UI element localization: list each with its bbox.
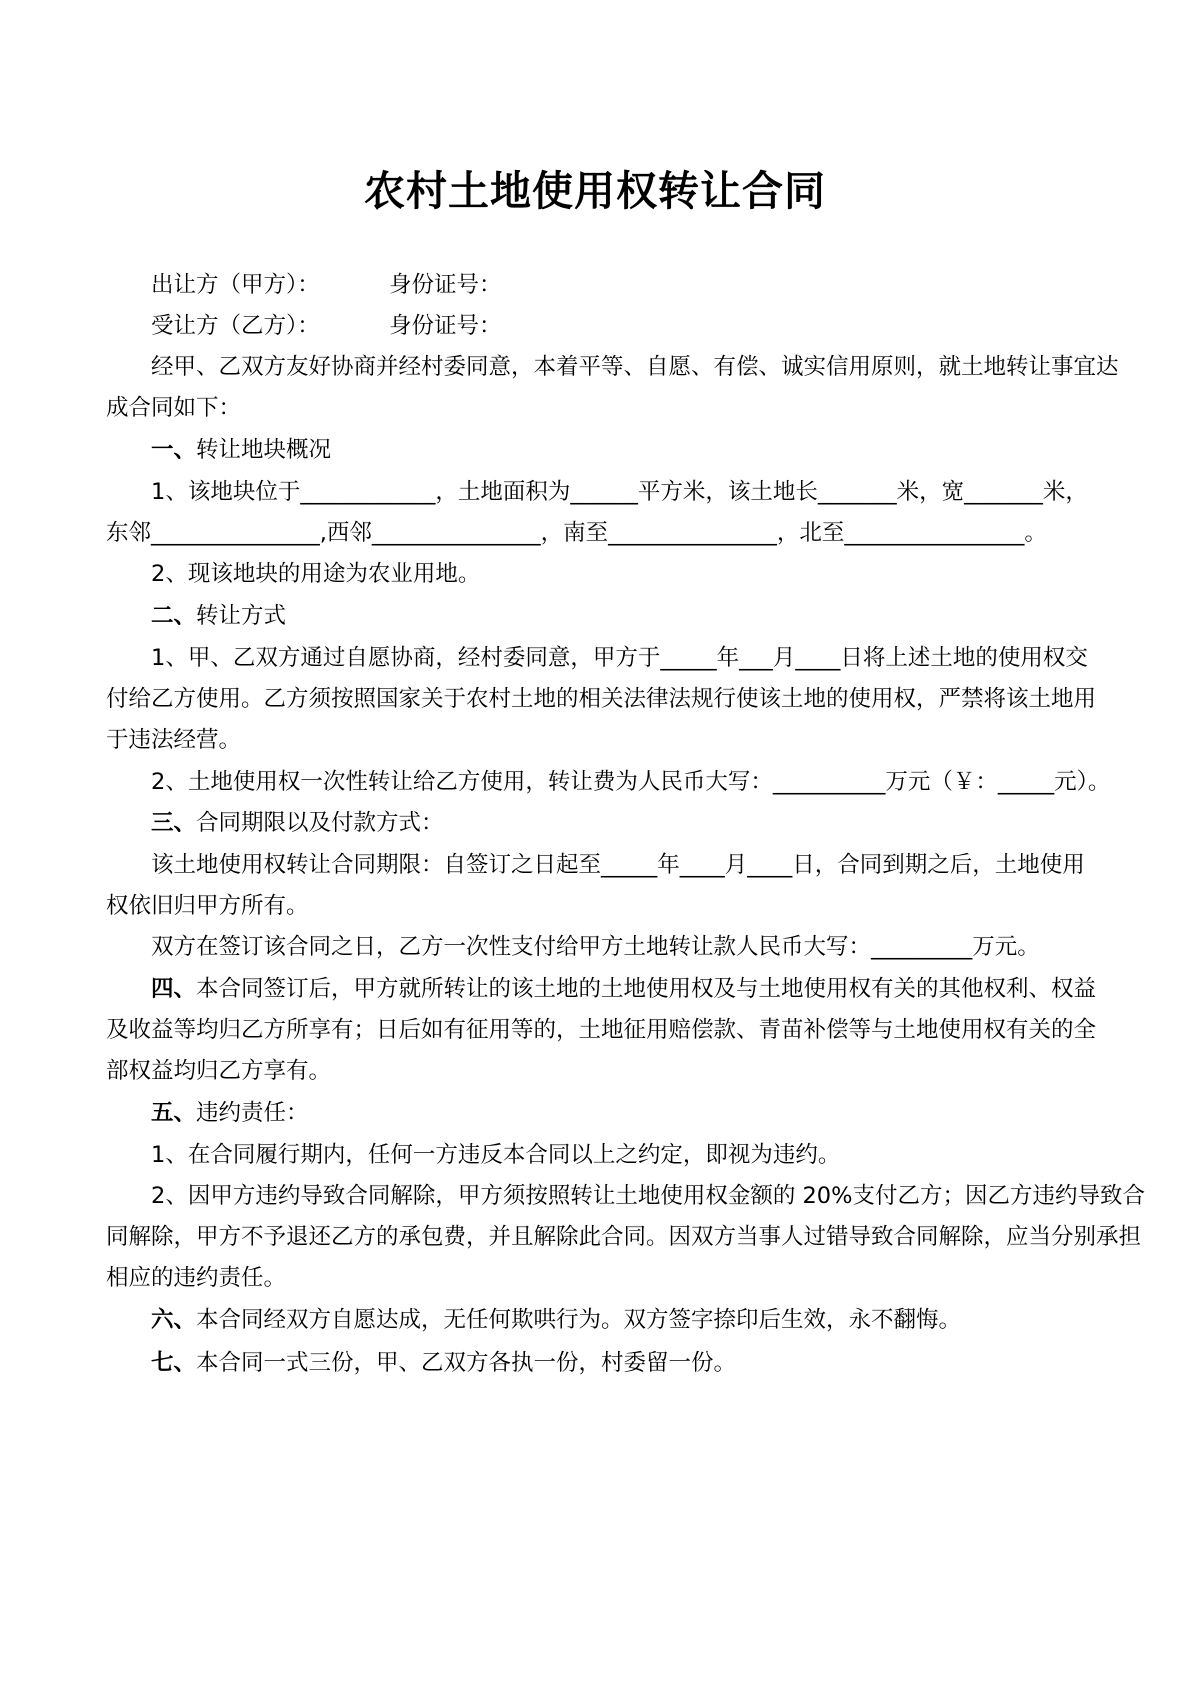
seller-label: 出让方（甲方）： — [151, 272, 320, 298]
section-3-number: 三、 — [151, 810, 197, 836]
section-4-line-2: 及收益等均归乙方所享有；日后如有征用等的，土地征用赔偿款、青苗补偿等与土地使用权有关的全 — [106, 1017, 1097, 1043]
section-5-title: 违约责任： — [196, 1100, 309, 1126]
section-7 — [151, 1348, 1086, 1378]
buyer-id-label: 身份证号： — [389, 313, 502, 339]
section-3-para-2: 双方在签订该合同之日，乙方一次性支付给甲方土地转让款人民币大写：_________万元。 — [151, 934, 1040, 960]
section-4-text: 本合同签订后，甲方就所转让的该土地的土地使用权及与土地使用权有关的其他权利、权益 — [196, 976, 1097, 1002]
section-5-item-2-line-3: 相应的违约责任。 — [106, 1265, 287, 1291]
section-7-number: 七、 — [151, 1350, 197, 1376]
section-1-item-1-line-1: 1、该地块位于____________，土地面积为______平方米，该土地长_______米，宽_______米， — [151, 479, 1088, 505]
preamble-line-1: 经甲、乙双方友好协商并经村委同意，本着平等、自愿、有偿、诚实信用原则，就土地转让事宜达 — [151, 354, 1119, 380]
section-1-number: 一、 — [151, 437, 197, 463]
section-3-para-1-line-2: 权依旧归甲方所有。 — [106, 893, 309, 919]
section-2-item-1-line-1: 1、甲、乙双方通过自愿协商，经村委同意，甲方于_____年___月____日将上述土地的使用权交 — [151, 645, 1088, 671]
section-2-title: 转让方式 — [196, 603, 287, 629]
section-2-item-1-line-2: 付给乙方使用。乙方须按照国家关于农村土地的相关法律法规行使该土地的使用权，严禁将该土地用 — [106, 686, 1097, 712]
section-5-item-2-line-1: 2、因甲方违约导致合同解除，甲方须按照转让土地使用权金额的 20%支付乙方；因乙方违约导致合 — [151, 1183, 1145, 1209]
section-5-item-2-line-2: 同解除，甲方不予退还乙方的承包费，并且解除此合同。因双方当事人过错导致合同解除，应当分别承担 — [106, 1224, 1142, 1250]
section-2-heading — [151, 601, 1086, 631]
section-4-line-3: 部权益均归乙方享有。 — [106, 1058, 332, 1084]
section-2-number: 二、 — [151, 603, 197, 629]
section-1-item-1-line-2: 东邻_______________,西邻_______________，南至_______________，北至________________。 — [106, 520, 1047, 546]
seller-row — [151, 270, 1086, 300]
section-6 — [151, 1305, 1086, 1335]
preamble-line-2: 成合同如下： — [106, 395, 242, 421]
section-5-item-1: 1、在合同履行期内，任何一方违反本合同以上之约定，即视为违约。 — [151, 1142, 841, 1168]
section-4-number: 四、 — [151, 976, 197, 1002]
section-3-para-1-line-1: 该土地使用权转让合同期限：自签订之日起至_____年____月____日，合同到期之后，土地使用 — [151, 852, 1085, 878]
section-3-title: 合同期限以及付款方式： — [196, 810, 444, 836]
section-5-heading — [151, 1098, 1086, 1128]
buyer-row — [151, 311, 1086, 341]
section-6-text: 本合同经双方自愿达成，无任何欺哄行为。双方签字捺印后生效，永不翻悔。 — [196, 1307, 962, 1333]
section-7-text: 本合同一式三份，甲、乙双方各执一份，村委留一份。 — [196, 1350, 737, 1376]
page-title: 农村土地使用权转让合同 — [364, 167, 826, 215]
section-1-heading — [151, 435, 1086, 465]
section-1-item-2: 2、现该地块的用途为农业用地。 — [151, 561, 481, 587]
section-2-item-2: 2、土地使用权一次性转让给乙方使用，转让费为人民币大写：__________万元（￥：_____元）。 — [151, 769, 1111, 795]
section-5-number: 五、 — [151, 1100, 197, 1126]
section-3-heading — [151, 808, 1086, 838]
section-2-item-1-line-3: 于违法经营。 — [106, 727, 242, 753]
seller-id-label: 身份证号： — [389, 272, 502, 298]
section-4-line-1 — [151, 974, 1097, 1004]
section-1-title: 转让地块概况 — [196, 437, 332, 463]
section-6-number: 六、 — [151, 1307, 197, 1333]
buyer-label: 受让方（乙方）： — [151, 313, 320, 339]
